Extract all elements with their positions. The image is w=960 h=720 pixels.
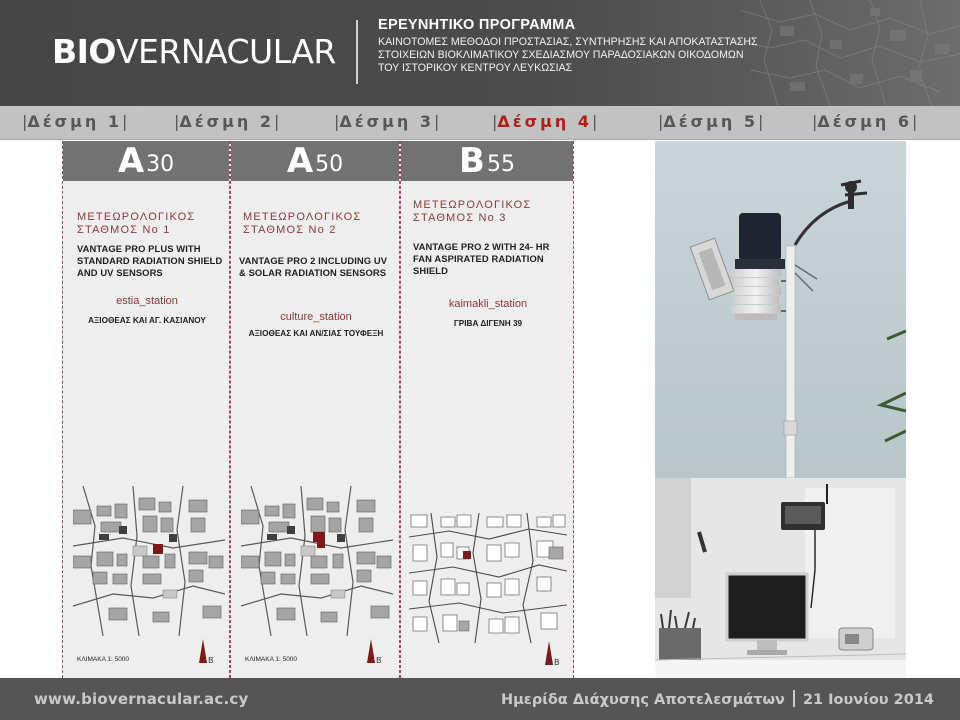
station-title: ΜΕΤΕΩΡΟΛΟΓΙΚΟΣ ΣΤΑΘΜΟΣ Νο 2 (243, 211, 362, 236)
tab-desmi-3[interactable]: |Δέσμη 3| (334, 112, 440, 131)
work-package-nav (0, 106, 960, 140)
logo-bold-part: BIO (52, 32, 116, 71)
station-description: VANTAGE PRO 2 INCLUDING UV & SOLAR RADIATION SENSORS (239, 255, 388, 278)
station-panel-2 (230, 141, 400, 678)
tab-desmi-2[interactable]: |Δέσμη 2| (174, 112, 280, 131)
map-scale-label: ΚΛΙΜΑΚΑ 1: 5000 (245, 656, 298, 663)
station-location-map (73, 486, 225, 636)
station-location-map (241, 486, 393, 636)
program-title: ΕΡΕΥΝΗΤΙΚΟ ΠΡΟΓΡΑΜΜΑ (378, 17, 576, 33)
tab-desmi-4[interactable]: |Δέσμη 4| (492, 112, 598, 131)
station-code: A 30 (63, 141, 229, 181)
event-date: 21 Ιουνίου 2014 (802, 692, 934, 708)
tab-desmi-6[interactable]: |Δέσμη 6| (812, 112, 918, 131)
station-id: culture_station (280, 311, 352, 323)
north-arrow-icon (545, 641, 563, 667)
logo-regular-part: VERNACULAR (115, 32, 336, 71)
header-banner (0, 0, 960, 106)
website-link[interactable]: www.biovernacular.ac.cy (34, 690, 249, 708)
data-logger-photo (655, 478, 906, 678)
svg-text:B: B (554, 658, 560, 667)
svg-text:B: B (376, 656, 382, 665)
tab-label-active: Δέσμη 4 (497, 112, 593, 131)
tab-label: Δέσμη 6 (817, 112, 913, 131)
data-logger-illustration (655, 478, 906, 678)
station-id: kaimakli_station (448, 298, 528, 310)
station-address: ΑΞΙΟΘΕΑΣ ΚΑΙ ΑΓ. ΚΑΣΙΑΝΟΥ (88, 316, 206, 325)
station-code: B 55 (401, 141, 573, 181)
station-location-map (409, 513, 567, 643)
event-info (501, 690, 934, 708)
station-description: VANTAGE PRO 2 WITH 24- HR FAN ASPIRATED RADIATION SHIELD (413, 241, 550, 276)
tab-desmi-1[interactable]: |Δέσμη 1| (22, 112, 128, 131)
tab-label: Δέσμη 1 (27, 112, 123, 131)
station-panel-1 (62, 141, 230, 678)
event-name: Ημερίδα Διάχυσης Αποτελεσμάτων (500, 692, 785, 708)
tab-label: Δέσμη 3 (339, 112, 435, 131)
station-code: A 50 (231, 141, 399, 181)
weather-station-illustration (655, 141, 906, 478)
program-line-1: ΚΑΙΝΟΤΟΜΕΣ ΜΕΘΟΔΟΙ ΠΡΟΣΤΑΣΙΑΣ, ΣΥΝΤΗΡΗΣΗΣ ΚΑΙ ΑΠΟΚΑΤΑΣΤΑΣΗΣ (378, 36, 758, 48)
tab-label: Δέσμη 5 (663, 112, 759, 131)
station-id: estia_station (116, 295, 178, 307)
north-arrow-icon (367, 639, 385, 665)
north-arrow-icon (199, 639, 217, 665)
tab-desmi-5[interactable]: |Δέσμη 5| (658, 112, 764, 131)
map-scale-label: ΚΛΙΜΑΚΑ 1: 5000 (77, 656, 130, 663)
station-title: ΜΕΤΕΩΡΟΛΟΓΙΚΟΣ ΣΤΑΘΜΟΣ Νο 1 (77, 211, 196, 236)
station-title: ΜΕΤΕΩΡΟΛΟΓΙΚΟΣ ΣΤΑΘΜΟΣ Νο 3 (413, 199, 532, 224)
weather-station-photo (655, 141, 906, 478)
program-line-2: ΣΤΟΙΧΕΙΩΝ ΒΙΟΚΛΙΜΑΤΙΚΟΥ ΣΧΕΔΙΑΣΜΟΥ ΠΑΡΑΔΟΣΙΑΚΩΝ ΟΙΚΟΔΟΜΩΝ (378, 49, 744, 62)
tab-label: Δέσμη 2 (179, 112, 275, 131)
biovernacular-logo[interactable] (52, 32, 336, 71)
station-description: VANTAGE PRO PLUS WITH STANDARD RADIATION SHIELD AND UV SENSORS (77, 243, 223, 278)
station-address: ΓΡΙΒΑ ΔΙΓΕΝΗ 39 (453, 319, 523, 328)
footer-bar (0, 678, 960, 720)
station-panel-3 (400, 141, 574, 678)
station-address: ΑΞΙΟΘΕΑΣ ΚΑΙ ΑΝ/ΣΙΑΣ ΤΟΥΦΕΞΗ (248, 329, 384, 338)
svg-text:B: B (208, 656, 214, 665)
header-divider (356, 20, 358, 84)
program-line-3: ΤΟΥ ΙΣΤΟΡΙΚΟΥ ΚΕΝΤΡΟΥ ΛΕΥΚΩΣΙΑΣ (378, 62, 573, 75)
footer-separator (793, 690, 795, 707)
program-info (378, 17, 758, 76)
